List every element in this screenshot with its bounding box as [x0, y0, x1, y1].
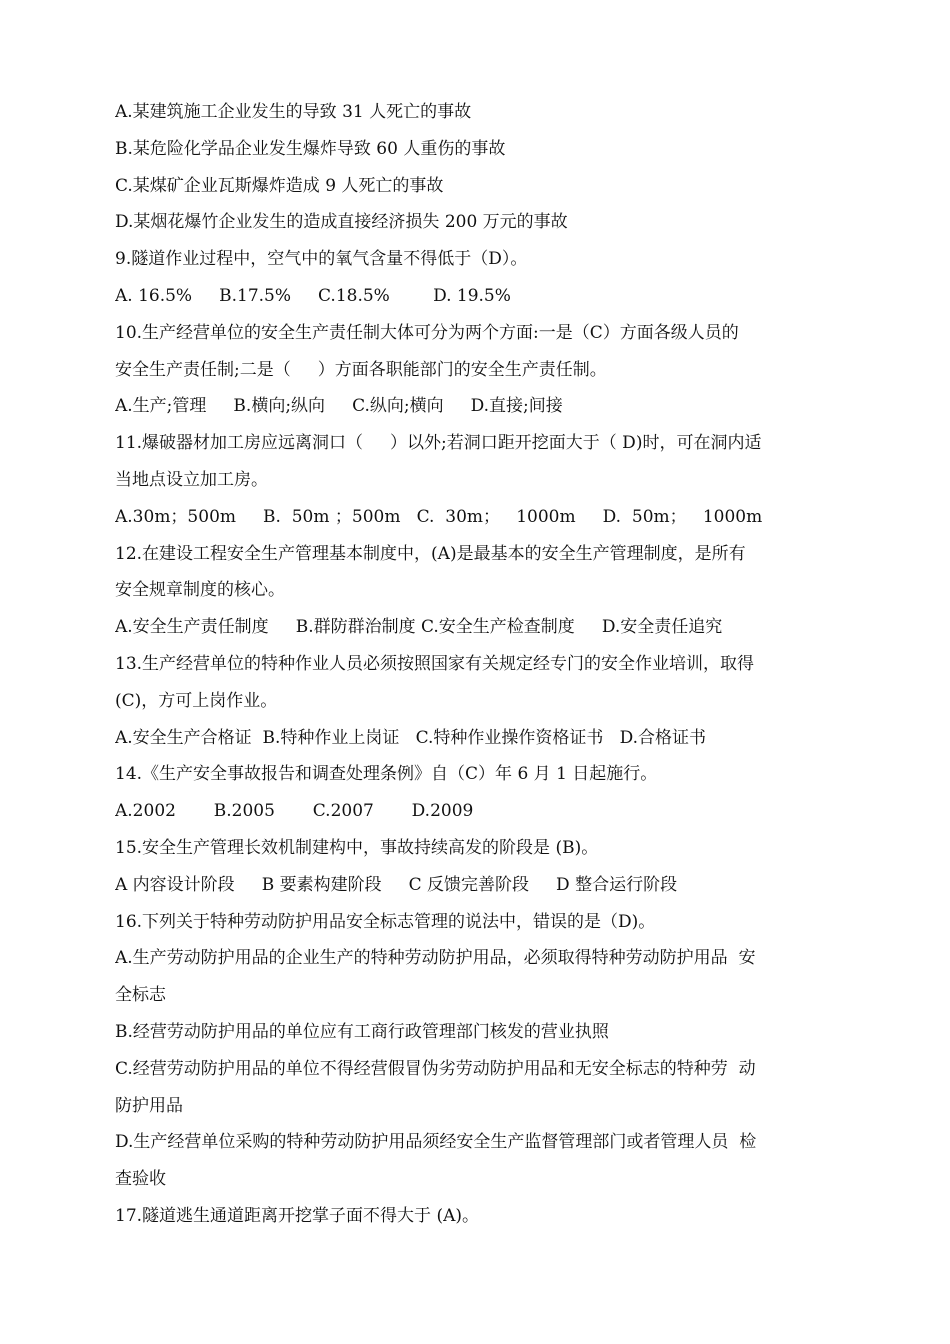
question-13-options: A.安全生产合格证 B.特种作业上岗证 C.特种作业操作资格证书 D.合格证书 — [115, 727, 707, 748]
question-16-option-b: B.经营劳动防护用品的单位应有工商行政管理部门核发的营业执照 — [115, 1021, 609, 1042]
question-9: 9.隧道作业过程中，空气中的氧气含量不得低于（D）。 — [115, 249, 528, 270]
question-16: 16.下列关于特种劳动防护用品安全标志管理的说法中，错误的是（D)。 — [115, 911, 656, 932]
question-16-option-c-line-2: 防护用品 — [115, 1095, 183, 1116]
question-10-options: A.生产;管理 B.横向;纵向 C.纵向;横向 D.直接;间接 — [115, 396, 563, 417]
question-17: 17.隧道逃生通道距离开挖掌子面不得大于 (A)。 — [115, 1205, 479, 1226]
question-12-line-1: 12.在建设工程安全生产管理基本制度中，(A)是最基本的安全生产管理制度，是所有 — [115, 543, 746, 564]
question-14-options: A.2002 B.2005 C.2007 D.2009 — [115, 801, 474, 822]
question-12-line-2: 安全规章制度的核心。 — [115, 580, 285, 601]
option-d-fireworks: D.某烟花爆竹企业发生的造成直接经济损失 200 万元的事故 — [115, 212, 568, 233]
option-c-coal-mine: C.某煤矿企业瓦斯爆炸造成 9 人死亡的事故 — [115, 175, 444, 196]
document-body — [115, 94, 840, 1235]
question-11-line-1: 11.爆破器材加工房应远离洞口（ ）以外;若洞口距开挖面大于（ D)时，可在洞内适 — [115, 433, 762, 454]
question-10-line-2: 安全生产责任制;二是（ ）方面各职能部门的安全生产责任制。 — [115, 359, 607, 380]
question-16-option-c-line-1: C.经营劳动防护用品的单位不得经营假冒伪劣劳动防护用品和无安全标志的特种劳 动 — [115, 1058, 756, 1079]
question-13-line-2: (C)，方可上岗作业。 — [115, 690, 278, 711]
question-11-line-2: 当地点设立加工房。 — [115, 469, 268, 490]
question-16-option-d-line-1: D.生产经营单位采购的特种劳动防护用品须经安全生产监督管理部门或者管理人员 检 — [115, 1132, 757, 1153]
question-12-options: A.安全生产责任制度 B.群防群治制度 C.安全生产检查制度 D.安全责任追究 — [115, 617, 723, 638]
question-16-option-a-line-2: 全标志 — [115, 985, 166, 1006]
question-15-options: A 内容设计阶段 B 要素构建阶段 C 反馈完善阶段 D 整合运行阶段 — [115, 874, 678, 895]
question-16-option-d-line-2: 查验收 — [115, 1169, 166, 1190]
option-b-chemicals: B.某危险化学品企业发生爆炸导致 60 人重伤的事故 — [115, 138, 506, 159]
option-a-construction: A.某建筑施工企业发生的导致 31 人死亡的事故 — [115, 102, 472, 122]
question-15: 15.安全生产管理长效机制建构中，事故持续高发的阶段是 (B)。 — [115, 837, 599, 858]
question-9-options: A. 16.5% B.17.5% C.18.5% D. 19.5% — [115, 285, 511, 306]
question-10-line-1: 10.生产经营单位的安全生产责任制大体可分为两个方面:一是（C）方面各级人员的 — [115, 322, 739, 343]
question-13-line-1: 13.生产经营单位的特种作业人员必须按照国家有关规定经专门的安全作业培训，取得 — [115, 653, 755, 674]
question-16-option-a-line-1: A.生产劳动防护用品的企业生产的特种劳动防护用品，必须取得特种劳动防护用品 安 — [115, 948, 756, 969]
question-11-options: A.30m；500m B. 50m ；500m C. 30m； 1000m D. 50m； 1000m — [115, 506, 763, 527]
question-14: 14.《生产安全事故报告和调查处理条例》自（C）年 6 月 1 日起施行。 — [115, 764, 658, 785]
